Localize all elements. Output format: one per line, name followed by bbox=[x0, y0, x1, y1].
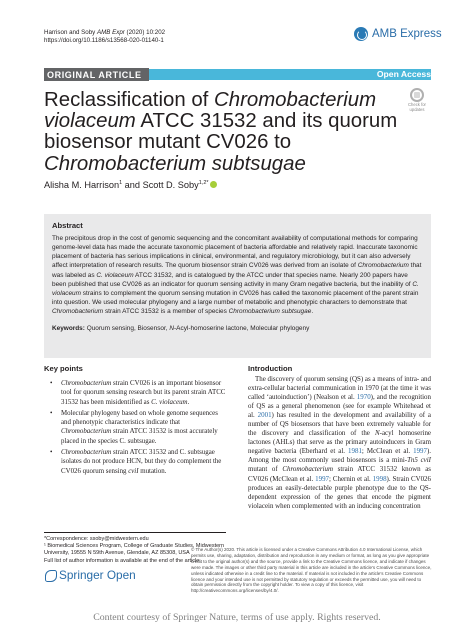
intro-seg-h: strain ATCC 31532 known as CV026 (McClean et al. bbox=[248, 465, 432, 483]
abstract-seg-3: ATCC 31532, and is catalogued by the ATCC under that species name. Nearly 200 papers have been published that use CV026 as an indicator for quorum sensing activity in many Gram negative bacteria, but the inability of bbox=[52, 271, 413, 288]
citation-link[interactable]: 1997 bbox=[413, 447, 427, 456]
citation-authors: Harrison and Soby bbox=[44, 29, 97, 36]
author-soby[interactable]: Scott D. Soby bbox=[142, 180, 199, 190]
title-part-3: ATCC 31532 and its quorum biosensor mutant CV026 to bbox=[44, 110, 398, 154]
key-point-item bbox=[44, 409, 226, 446]
keywords bbox=[52, 324, 423, 333]
kp3-text: strain ATCC 31532 and C. subtsugae isolates do not produce HCN, but they do complement the CV026 quorum sensing bbox=[61, 449, 222, 475]
affiliation-1: ¹ Biomedical Sciences Program, College of Graduate Studies, Midwestern University, 19555 N 59th Avenue, Glendale, AZ 85308, USA bbox=[44, 543, 225, 557]
citation-link[interactable]: 1997 bbox=[315, 474, 330, 483]
abstract-italic-3: C. violaceum bbox=[52, 280, 419, 297]
article-title bbox=[44, 90, 400, 175]
citation-header bbox=[44, 29, 165, 46]
keywords-text-b: -Acyl-homoserine lactone, Molecular phylogeny bbox=[174, 325, 310, 333]
introduction-paragraph bbox=[248, 375, 431, 511]
crossmark-icon bbox=[410, 88, 424, 102]
citation-link[interactable]: 1981 bbox=[348, 447, 362, 456]
kp1-end: . bbox=[187, 398, 190, 406]
intro-italic-3: Chromobacterium bbox=[282, 465, 333, 474]
intro-seg-b: ), and the recognition of QS as a general phenomenon (see for example Whitehead et al. bbox=[248, 393, 431, 420]
springer-brand bbox=[59, 568, 136, 582]
author-1-affiliation: 1 bbox=[119, 179, 123, 186]
kp1-italic-2: C. violaceum bbox=[151, 398, 188, 406]
author-2-affiliation: 1,2* bbox=[198, 179, 209, 186]
intro-seg-j: ). Strain CV026 produces an easily-detectable purple phenotype due to the QS-dependent expression of the genes that encode the pigment violacein when complemented with an inducing concentration bbox=[248, 474, 431, 510]
open-access-label: Open Access bbox=[376, 69, 431, 79]
journal-brand: AMB Express bbox=[372, 28, 442, 40]
citation-link[interactable]: 2001 bbox=[257, 411, 272, 420]
abstract-italic-2: C. violaceum bbox=[96, 271, 134, 279]
abstract-seg-5: strain ATCC 31532 is a member of species bbox=[103, 308, 229, 316]
intro-italic-1: N bbox=[375, 429, 380, 438]
intro-seg-c: ) has resulted in the development and availability of a number of QS biosensors that have been extremely valuable for the discovery and classification of the bbox=[248, 411, 431, 438]
kp2-italic-2: Chromobacterium bbox=[61, 428, 112, 436]
abstract-italic-4: Chromobacterium bbox=[52, 308, 104, 316]
orcid-icon[interactable] bbox=[210, 181, 217, 188]
kp1-italic: Chromobacterium bbox=[61, 380, 112, 387]
check-for-updates-label: Check for updates bbox=[408, 102, 426, 112]
key-point-item bbox=[44, 379, 226, 407]
citation-link[interactable]: 1998 bbox=[372, 474, 387, 483]
title-species-1: Chromobacterium violaceum bbox=[44, 89, 377, 133]
intro-italic-2: Tn5 cviI bbox=[407, 456, 431, 465]
abstract-text bbox=[52, 234, 423, 316]
key-points-heading: Key points bbox=[44, 364, 83, 373]
check-for-updates-badge[interactable] bbox=[403, 88, 431, 114]
key-points-list bbox=[44, 379, 226, 476]
intro-seg-e: ; McClean et al. bbox=[361, 447, 414, 456]
journal-logo[interactable] bbox=[354, 27, 442, 41]
abstract-heading: Abstract bbox=[52, 221, 83, 230]
springer-open-logo[interactable] bbox=[44, 568, 136, 582]
citation-volume: (2020) 10:202 bbox=[124, 29, 166, 36]
keywords-label: Keywords: bbox=[52, 325, 85, 333]
author-harrison[interactable]: Alisha M. Harrison bbox=[44, 180, 120, 190]
intro-seg-d: -acyl homoserine lactones (AHLs) that serve as the primary autoinducers in Gram negative bacteria (Eberhard et al. bbox=[248, 429, 432, 456]
keywords-text-a: Quorum sensing, Biosensor, bbox=[84, 325, 170, 333]
article-type-label: ORIGINAL ARTICLE bbox=[44, 68, 149, 81]
kp2-end: strain ATCC 31532 is most accurately placed in the species C. subtsugae. bbox=[61, 428, 218, 445]
springer-brand-open: Open bbox=[103, 568, 136, 582]
abstract-seg-2: that was labeled as bbox=[52, 262, 422, 279]
kp2-text: Molecular phylogeny based on whole genome sequences and phenotypic characteristics indicate that bbox=[61, 409, 218, 427]
title-part-1: Reclassification of bbox=[44, 89, 214, 111]
abstract-italic-5: Chromobacterium subtsugae bbox=[228, 308, 312, 316]
springer-brand-name: Springer bbox=[59, 568, 104, 582]
right-column bbox=[248, 358, 431, 511]
citation-doi[interactable]: https://doi.org/10.1186/s13568-020-01140-1 bbox=[44, 37, 164, 45]
kp3-italic: Chromobacterium bbox=[61, 449, 112, 457]
abstract-seg-1: The precipitous drop in the cost of genomic sequencing and the concomitant availability of computational methods for comparing genome-level data has made the accurate taxonomic placement of bacteria affordable and relatively rapid. Inaccurate taxonomic placement of bacteria has serious implications in clinical, environmental, and regulatory microbiology, but it can also adversely affect interpretation of research results. The quorum biosensor strain CV026 was derived from an isolate of bbox=[52, 235, 418, 270]
kp3-italic-2: cviI bbox=[128, 467, 139, 475]
license-text: © The Author(s) 2020. This article is licensed under a Creative Commons Attribution 4.0 International License, which permits use, sharing, adaptation, distribution and reproduction in any medium or format, as long as you give appropriate credit to the original author(s) and the source, provide a link to the Creative Commons licence, and indicate if changes were made. The images or other third party material in this article are included in the article’s Creative Commons licence, unless indicated otherwise in a credit line to the material. If material is not included in the article’s Creative Commons licence and your intended use is not permitted by statutory regulation or exceeds the permitted use, you will need to obtain permission directly from the copyright holder. To view a copy of this licence, visit http://creativecommons.org/licenses/by/4.0/. bbox=[191, 547, 432, 594]
keywords-italic: N bbox=[169, 325, 175, 333]
abstract-seg-6: . bbox=[311, 308, 314, 316]
correspondence[interactable]: *Correspondence: ssoby@midwestern.edu bbox=[44, 536, 149, 542]
kp1-text: strain CV026 is an important biosensor tool for quorum sensing research but its parent strain ATCC 31532 has been misidentified as bbox=[61, 380, 226, 406]
intro-seg-a: The discovery of quorum sensing (QS) as a means of intra- and extra-cellular bacterial communication in 1970 (at the time it was called ‘autoinduction’) (Nealson et al. bbox=[248, 375, 431, 402]
author-list bbox=[44, 180, 217, 190]
abstract-italic-1: Chromobacterium bbox=[357, 262, 409, 270]
citation-journal: AMB Expr bbox=[96, 29, 125, 36]
title-species-2: Chromobacterium subtsugae bbox=[44, 152, 306, 175]
citation-line-1 bbox=[44, 29, 165, 37]
author-info-note: Full list of author information is available at the end of the article bbox=[44, 557, 200, 564]
courtesy-notice: Content courtesy of Springer Nature, terms of use apply. Rights reserved. bbox=[0, 606, 474, 629]
intro-seg-f: ). Among the most commonly used biosensors is a mini- bbox=[248, 447, 432, 465]
intro-seg-i: ; Chernin et al. bbox=[329, 474, 373, 483]
author-separator: and bbox=[122, 180, 143, 190]
citation-link[interactable]: 1970 bbox=[356, 393, 371, 402]
springer-horse-icon bbox=[44, 569, 56, 581]
abstract-box bbox=[44, 214, 431, 358]
abstract-seg-4: strains to complement the quorum sensing mutation in CV026 has called the taxonomic placement of the parent strain into question. We used molecular phylogeny and a large number of metabolic and phenotypic characters to demonstrate that bbox=[52, 289, 419, 307]
introduction-heading: Introduction bbox=[248, 364, 293, 373]
amb-express-logo-icon bbox=[354, 27, 368, 41]
key-point-item bbox=[44, 448, 226, 476]
left-column bbox=[44, 358, 226, 478]
intro-seg-g: mutant of bbox=[248, 465, 283, 474]
kp3-end: mutation. bbox=[138, 467, 167, 475]
